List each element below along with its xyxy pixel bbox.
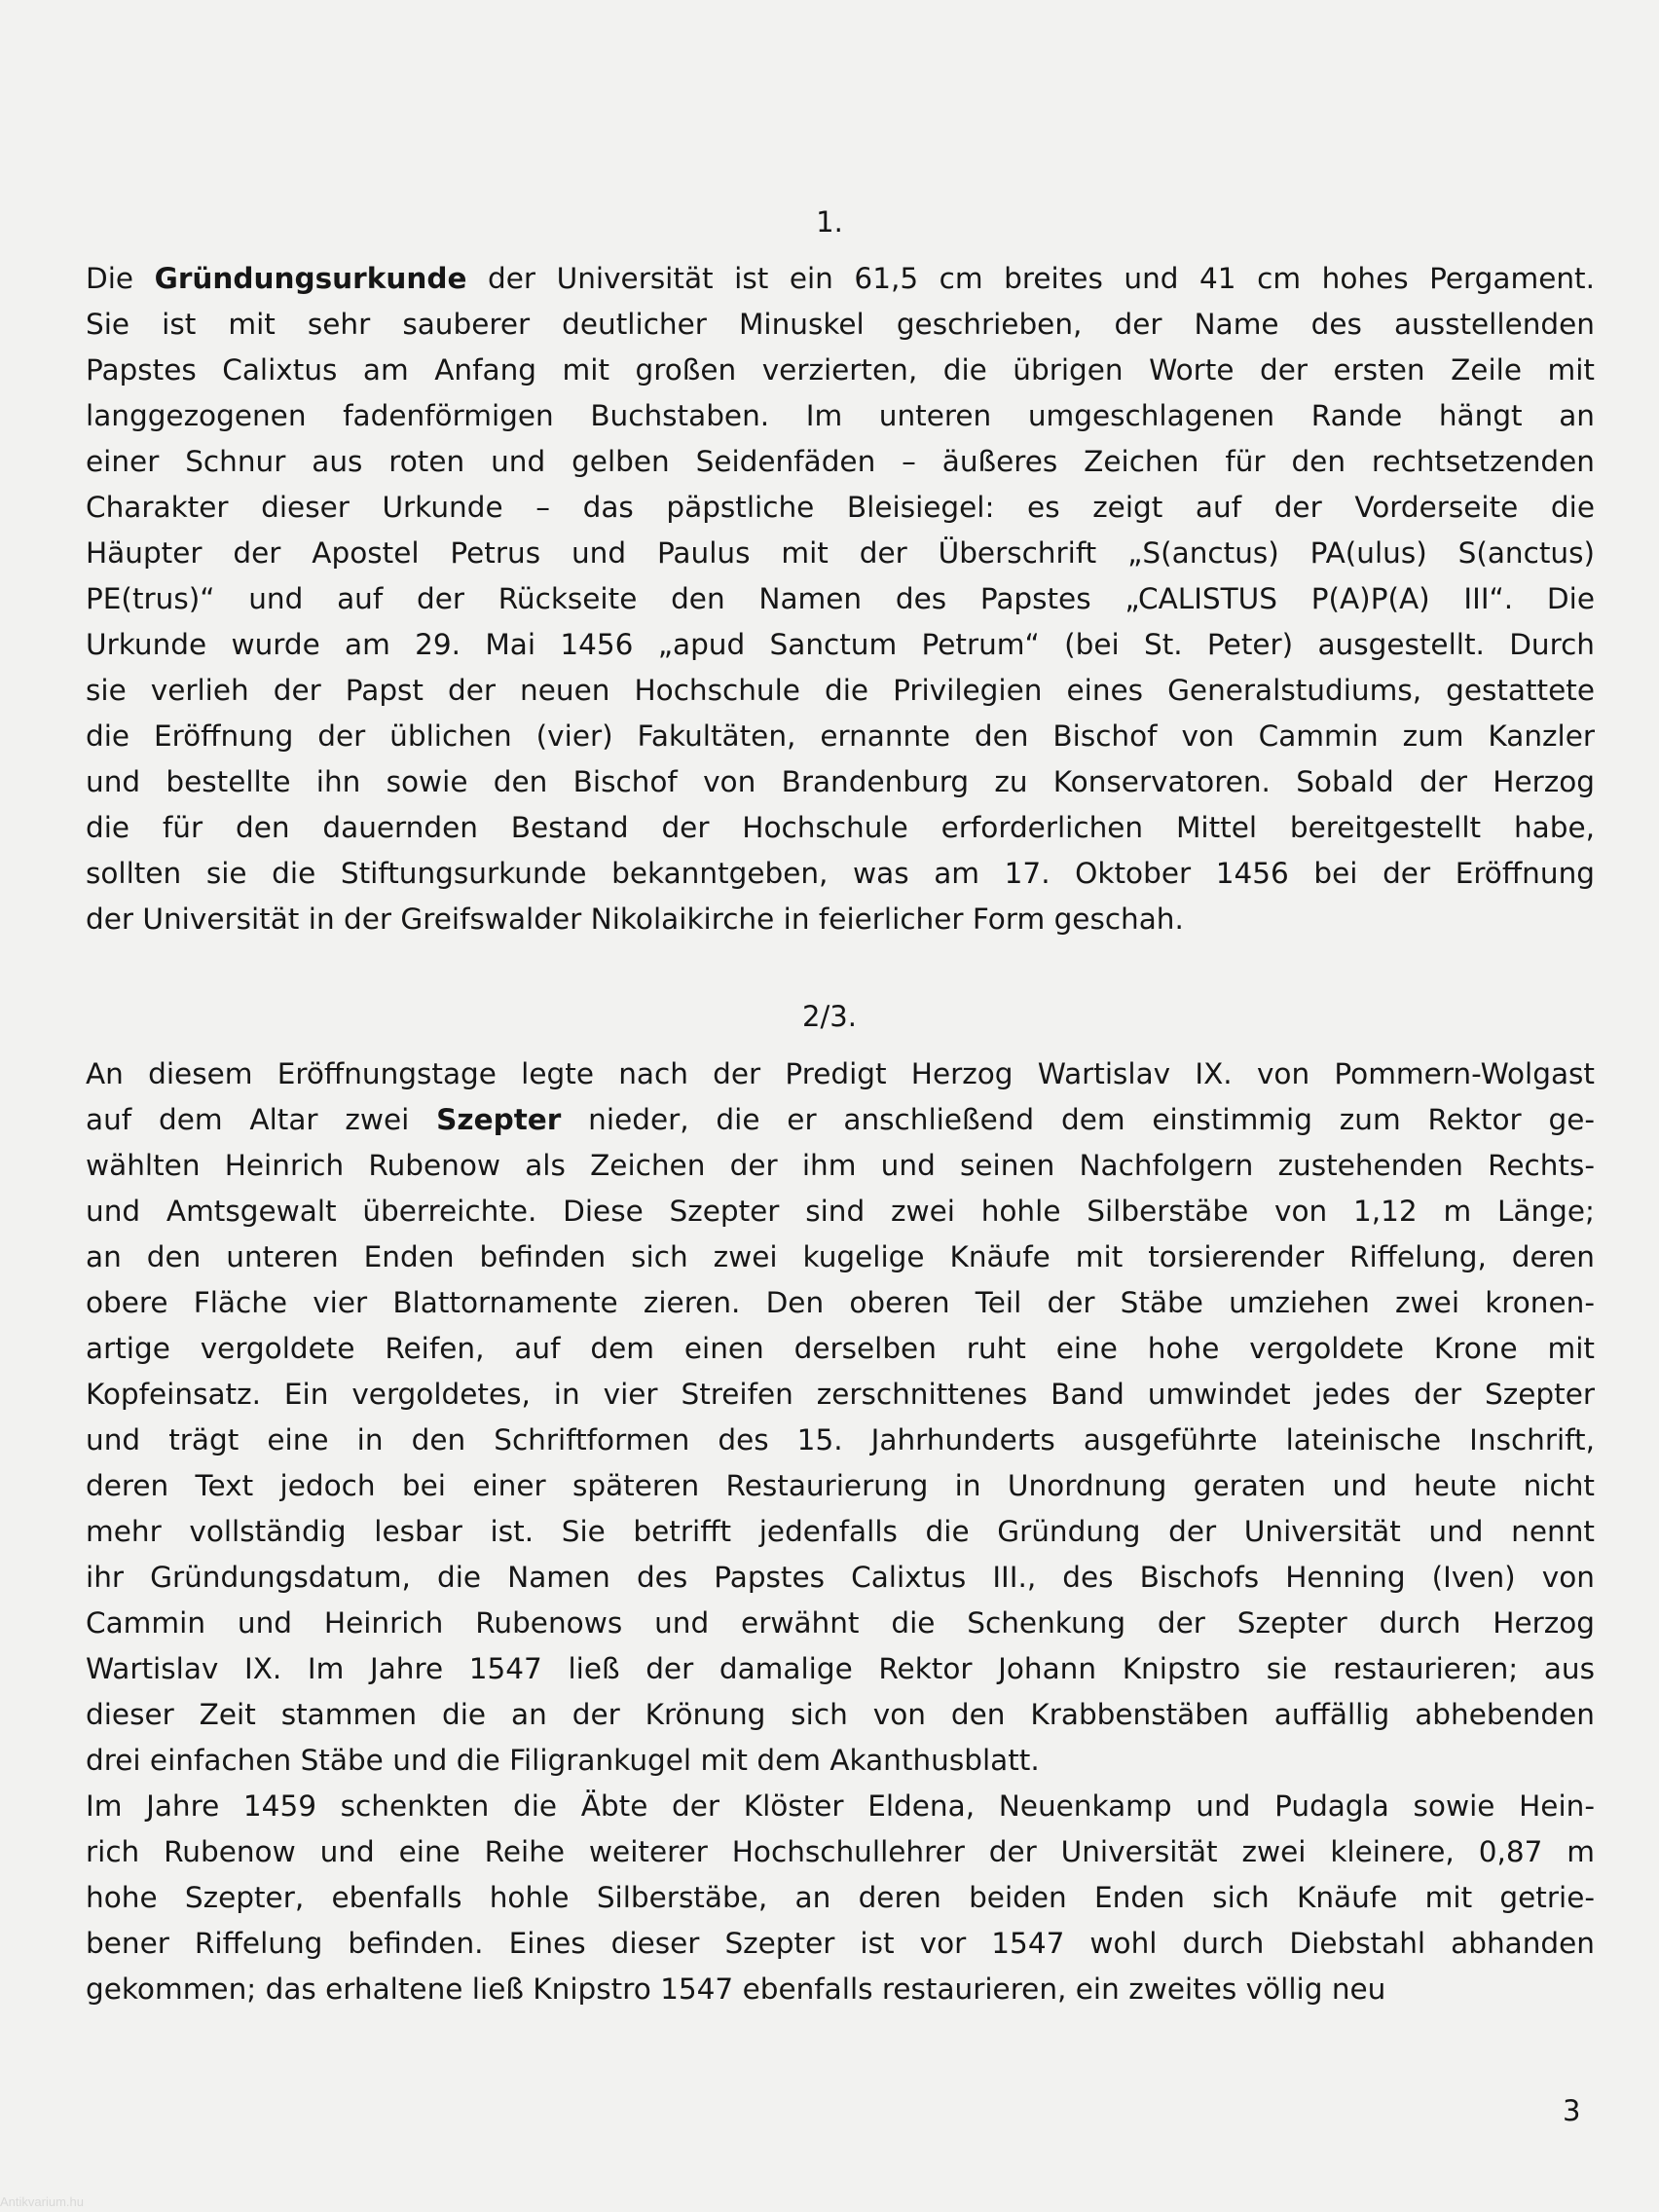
text-run: bener Riffelung befinden. Eines dieser Szepter ist vor 1547 wohl durch Diebstahl abhanden [86,1927,1595,1960]
bold-keyword: Szepter [436,1103,562,1136]
text-line [86,1143,1595,1189]
text-line [86,1189,1595,1235]
paragraph-scepters [86,1051,1595,2012]
text-run: der Universität ist ein 61,5 cm breites und 41 cm hohes Pergament. [466,262,1595,295]
text-run: langgezogenen fadenförmigen Buchstaben. Im unteren umgeschlagenen Rande hängt an [86,399,1595,432]
text-run: Die [86,262,155,295]
text-run: Kopfeinsatz. Ein vergoldetes, in vier Streifen zerschnittenes Band umwindet jedes der Szepter [86,1378,1595,1411]
text-run: obere Fläche vier Blattornamente zieren. Den oberen Teil der Stäbe umziehen zwei kronen- [86,1286,1595,1319]
text-line [86,1326,1595,1372]
section-number-2-3: 2/3. [802,1000,857,1033]
text-line [86,1829,1595,1875]
text-run: Cammin und Heinrich Rubenows und erwähnt die Schenkung der Szepter durch Herzog [86,1606,1595,1640]
text-line [86,1692,1595,1738]
text-run: hohe Szepter, ebenfalls hohle Silberstäbe, an deren beiden Enden sich Knäufe mit getrie- [86,1881,1595,1914]
text-line [86,256,1595,302]
text-run: An diesem Eröffnungstage legte nach der Predigt Herzog Wartislav IX. von Pommern-Wolgast [86,1057,1595,1090]
text-line [86,1463,1595,1509]
text-run: Wartislav IX. Im Jahre 1547 ließ der damalige Rektor Johann Knipstro sie restaurieren; aus [86,1652,1595,1685]
text-line [86,622,1595,668]
text-line [86,759,1595,805]
text-run: gekommen; das erhaltene ließ Knipstro 1547 ebenfalls restaurieren, ein zweites völlig neu [86,1972,1386,2006]
section-number-1: 1. [816,205,843,239]
text-run: an den unteren Enden befinden sich zwei kugelige Knäufe mit torsierender Riffelung, deren [86,1240,1595,1273]
paragraph-founding-charter [86,256,1595,942]
text-line [86,1875,1595,1921]
text-line [86,714,1595,759]
text-line [86,897,1595,942]
text-run: und Amtsgewalt überreichte. Diese Szepter sind zwei hohle Silberstäbe von 1,12 m Länge; [86,1195,1595,1228]
text-run: und trägt eine in den Schriftformen des 15. Jahrhunderts ausgeführte lateinische Inschrift, [86,1423,1595,1456]
text-run: und bestellte ihn sowie den Bischof von Brandenburg zu Konservatoren. Sobald der Herzog [86,765,1595,798]
text-line [86,1738,1595,1784]
text-line [86,668,1595,714]
bold-keyword: Gründungsurkunde [154,262,467,295]
text-line [86,1097,1595,1143]
text-line [86,1646,1595,1692]
page-number: 3 [1563,2094,1581,2127]
text-line [86,1280,1595,1326]
text-line [86,302,1595,348]
text-run: Papstes Calixtus am Anfang mit großen verzierten, die übrigen Worte der ersten Zeile mit [86,353,1595,387]
text-run: auf dem Altar zwei [86,1103,437,1136]
text-line [86,1784,1595,1829]
watermark-text: Antikvarium.hu [0,2194,84,2209]
text-line [86,485,1595,531]
text-run: der Universität in der Greifswalder Nikolaikirche in feierlicher Form geschah. [86,903,1184,936]
text-run: artige vergoldete Reifen, auf dem einen derselben ruht eine hohe vergoldete Krone mit [86,1332,1595,1365]
text-run: ihr Gründungsdatum, die Namen des Papstes Calixtus III., des Bischofs Henning (Iven) von [86,1561,1595,1594]
text-run: Sie ist mit sehr sauberer deutlicher Minuskel geschrieben, der Name des ausstellenden [86,308,1595,341]
text-run: dieser Zeit stammen die an der Krönung sich von den Krabbenstäben auffällig abhebenden [86,1698,1595,1731]
text-line [86,1235,1595,1280]
text-line [86,348,1595,393]
text-line [86,1051,1595,1097]
text-run: mehr vollständig lesbar ist. Sie betrifft jedenfalls die Gründung der Universität und nennt [86,1515,1595,1548]
text-run: einer Schnur aus roten und gelben Seidenfäden – äußeres Zeichen für den rechtsetzenden [86,445,1595,478]
text-run: Häupter der Apostel Petrus und Paulus mit der Überschrift „S(anctus) PA(ulus) S(anctus) [86,536,1595,570]
text-run: Im Jahre 1459 schenkten die Äbte der Klöster Eldena, Neuenkamp und Pudagla sowie Hein- [86,1789,1595,1823]
text-run: rich Rubenow und eine Reihe weiterer Hochschullehrer der Universität zwei kleinere, 0,87 m [86,1835,1595,1868]
text-run: sollten sie die Stiftungsurkunde bekanntgeben, was am 17. Oktober 1456 bei der Eröffnung [86,857,1595,890]
text-run: Urkunde wurde am 29. Mai 1456 „apud Sanctum Petrum“ (bei St. Peter) ausgestellt. Durch [86,628,1595,661]
text-line [86,1921,1595,1967]
text-run: deren Text jedoch bei einer späteren Restaurierung in Unordnung geraten und heute nicht [86,1469,1595,1502]
text-line [86,1509,1595,1555]
text-run: die für den dauernden Bestand der Hochschule erforderlichen Mittel bereitgestellt habe, [86,811,1595,844]
text-line [86,531,1595,576]
text-line [86,851,1595,897]
text-run: die Eröffnung der üblichen (vier) Fakultäten, ernannte den Bischof von Cammin zum Kanzler [86,719,1595,753]
text-line [86,576,1595,622]
text-run: Charakter dieser Urkunde – das päpstliche Bleisiegel: es zeigt auf der Vorderseite die [86,491,1595,524]
text-line [86,1555,1595,1601]
text-line [86,393,1595,439]
text-run: drei einfachen Stäbe und die Filigrankugel mit dem Akanthusblatt. [86,1744,1040,1777]
text-line [86,805,1595,851]
text-run: wählten Heinrich Rubenow als Zeichen der ihm und seinen Nachfolgern zustehenden Rechts- [86,1149,1595,1182]
text-run: PE(trus)“ und auf der Rückseite den Namen des Papstes „CALISTUS P(A)P(A) III“. Die [86,582,1595,615]
text-line [86,1601,1595,1646]
text-line [86,1967,1595,2012]
text-run: sie verlieh der Papst der neuen Hochschule die Privilegien eines Generalstudiums, gestattete [86,674,1595,707]
text-line [86,439,1595,485]
text-line [86,1372,1595,1418]
text-run: nieder, die er anschließend dem einstimmig zum Rektor ge- [561,1103,1595,1136]
text-line [86,1418,1595,1463]
